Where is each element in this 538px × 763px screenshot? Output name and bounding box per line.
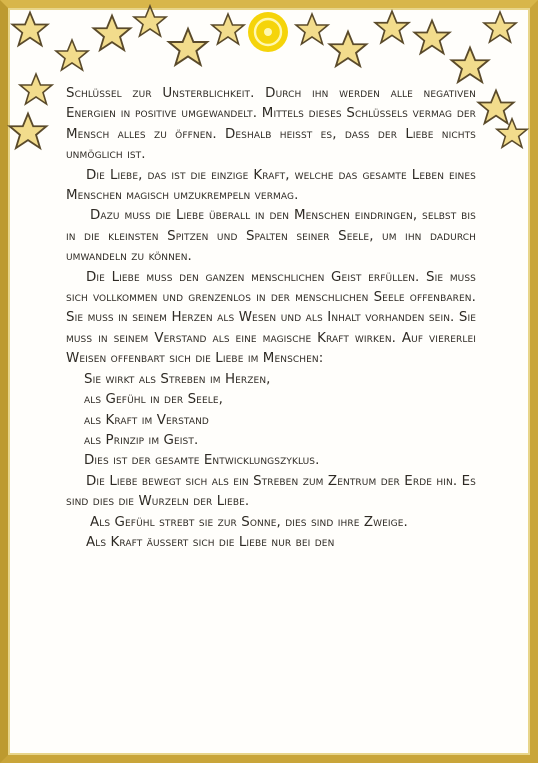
page-text: [66, 84, 476, 553]
paragraph: Die Liebe muss den ganzen menschlichen Geist erfüllen. Sie muss sich vollkommen und grenzenlos in der menschlichen Seele offenbaren. Sie muss in seinem Herzen als Wesen und als Inhalt vorhanden sein. Sie muss in seinem Verstand als eine magische Kraft wirken. Auf viererlei Weisen offenbart sich die Liebe im Menschen:: [66, 269, 476, 367]
sun-icon: [246, 10, 290, 54]
paragraph: Schlüssel zur Unsterblichkeit. Durch ihn werden alle negativen Energien in positive umgewandelt. Mittels dieses Schlüssels vermag der Mensch alles zu öffnen. Deshalb heisst es, dass der Liebe nichts unmöglich ist.: [66, 86, 476, 163]
paragraph: Die Liebe, das ist die einzige Kraft, welche das gesamte Leben eines Menschen magisch umzukrempeln vermag.: [66, 167, 476, 204]
list-item: als Gefühl in der Seele,: [84, 392, 224, 408]
paragraph: Als Gefühl strebt sie zur Sonne, dies sind ihre Zweige.: [90, 514, 408, 530]
paragraph: Die Liebe bewegt sich als ein Streben zum Zentrum der Erde hin. Es sind dies die Wurzeln der Liebe.: [66, 473, 476, 510]
list-item: Sie wirkt als Streben im Herzen,: [84, 371, 271, 387]
paragraph: Dazu muss die Liebe überall in den Menschen eindringen, selbst bis in die kleinsten Spitzen und Spalten seiner Seele, um ihn dadurch umwandeln zu können.: [66, 208, 476, 265]
list-item: als Kraft im Verstand: [84, 412, 209, 428]
list-item: als Prinzip im Geist.: [84, 432, 199, 448]
paragraph: Als Kraft äussert sich die Liebe nur bei den: [86, 534, 335, 550]
paragraph: Dies ist der gesamte Entwicklungszyklus.: [84, 453, 320, 469]
